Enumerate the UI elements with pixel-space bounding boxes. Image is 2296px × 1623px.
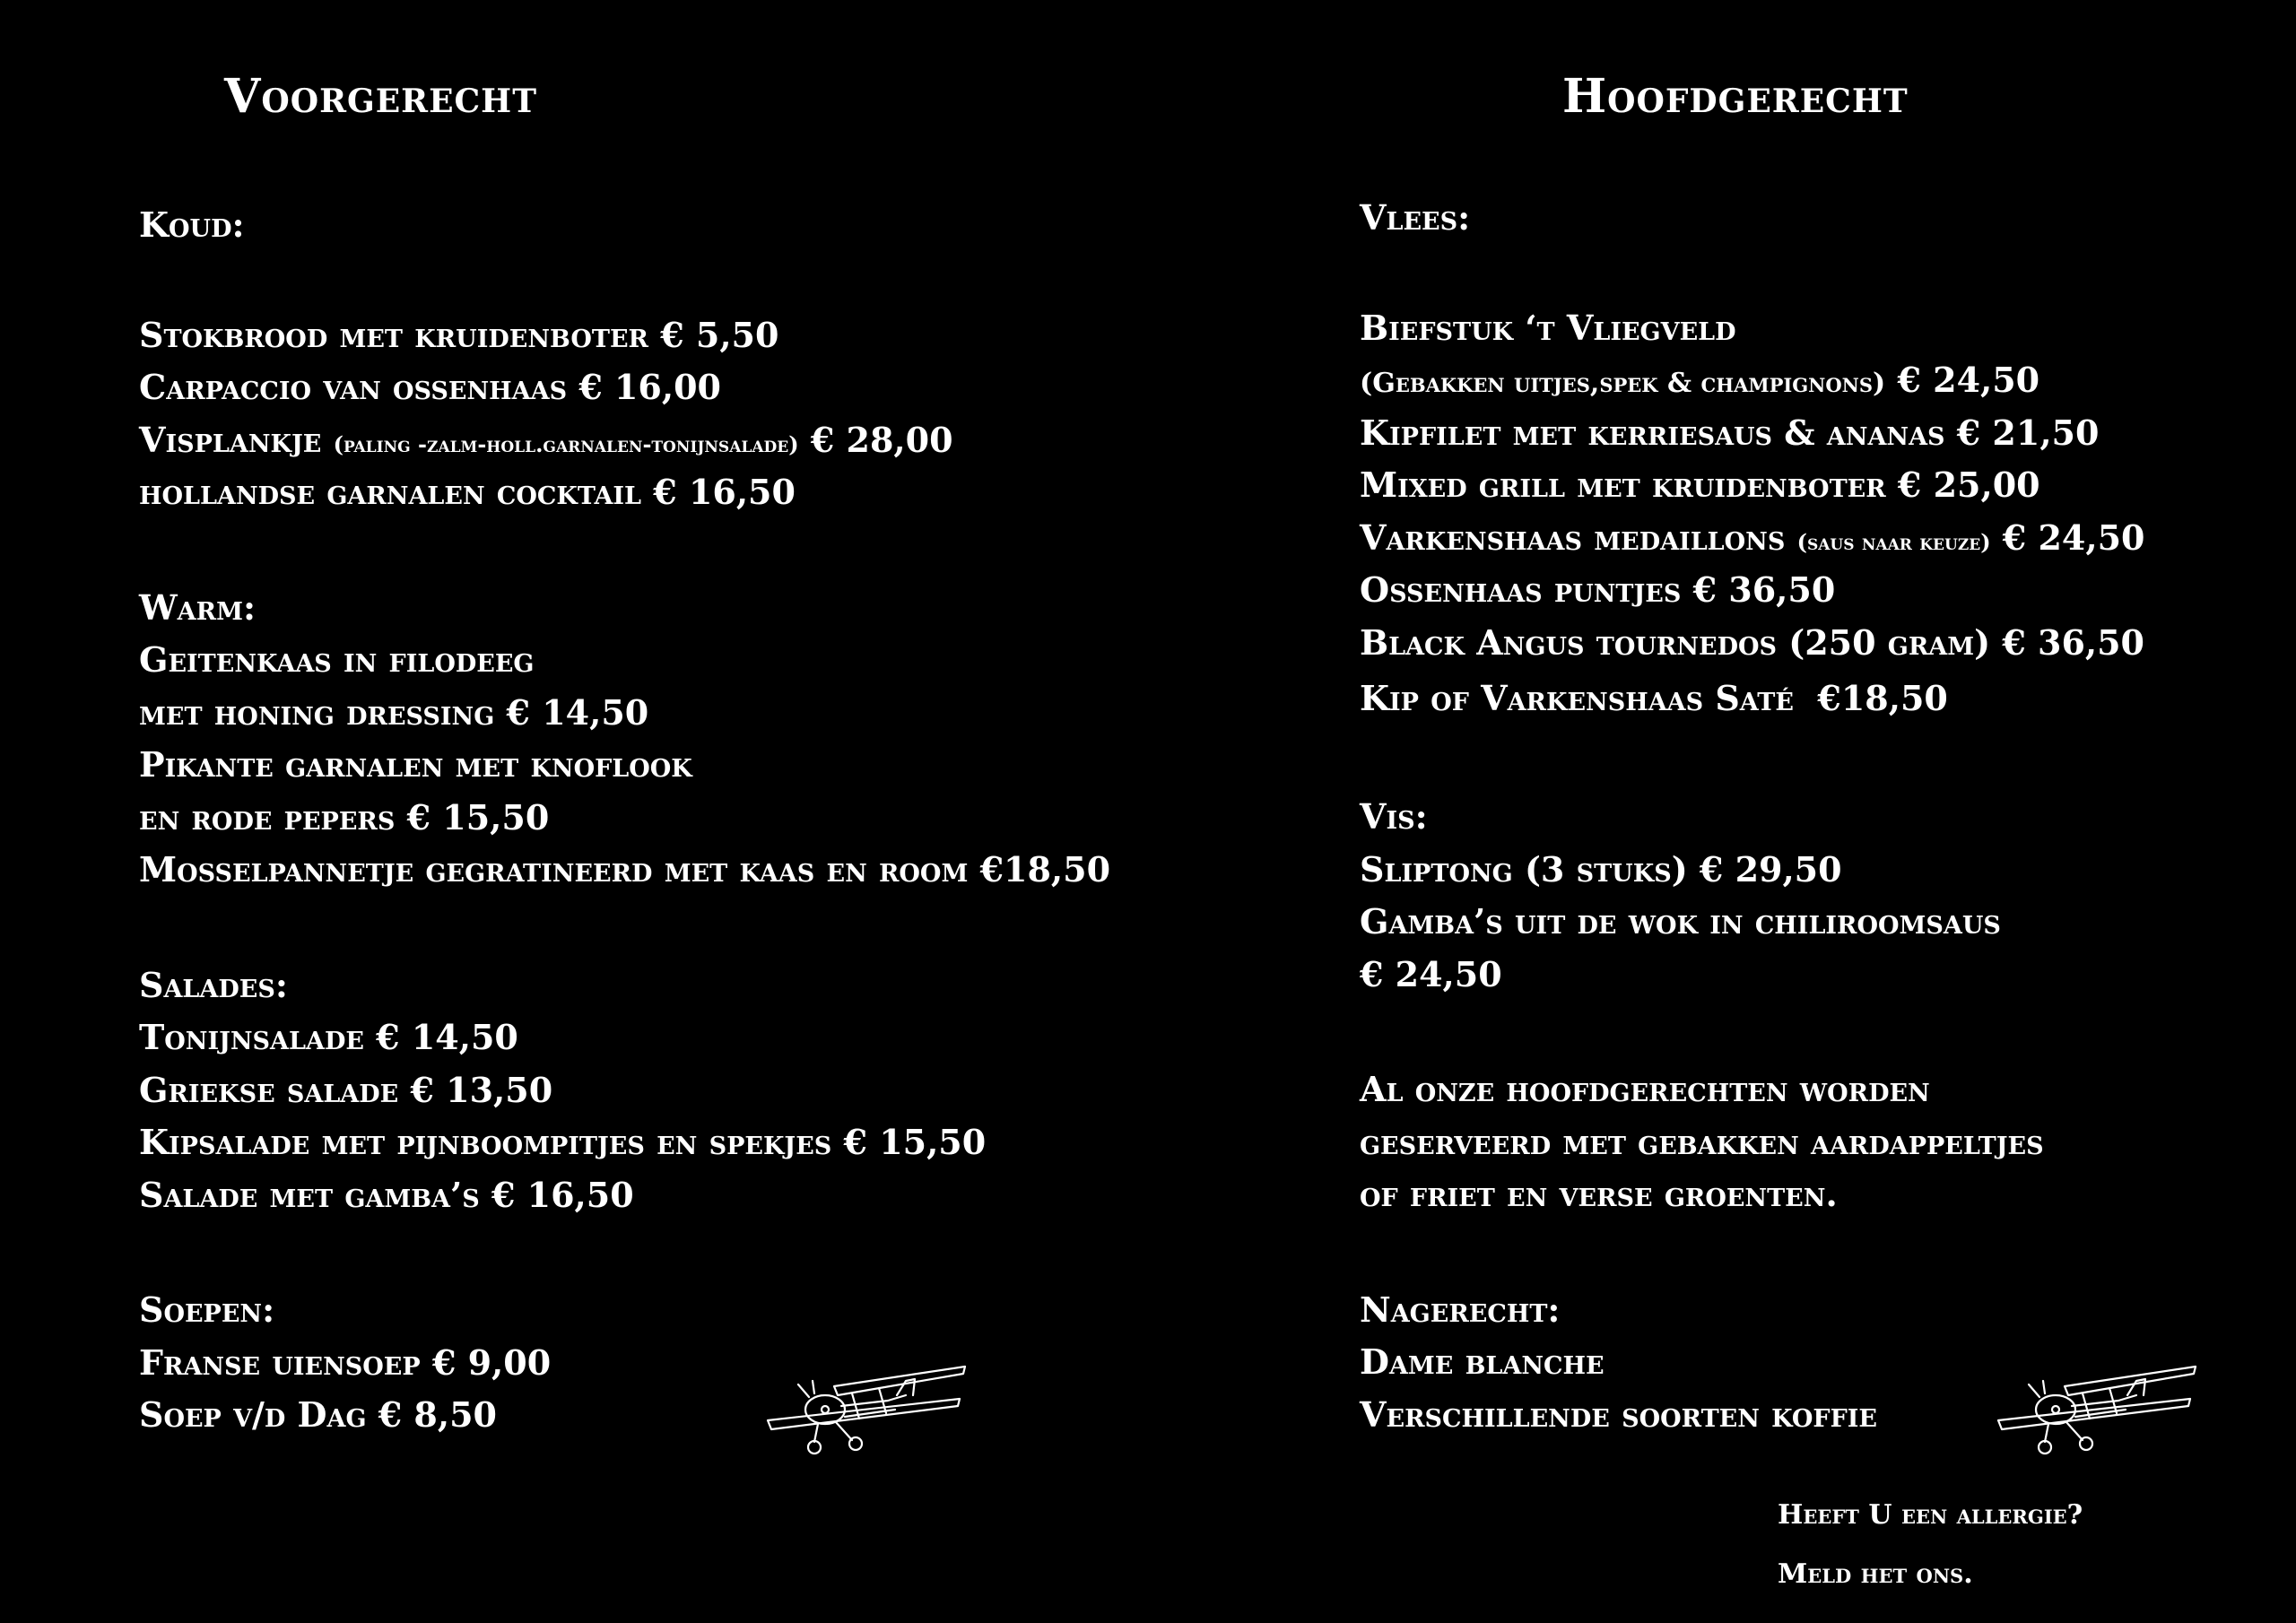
item-price: € 24,50 [1897,360,2040,400]
menu-item-line: Geitenkaas in filodeeg [139,639,535,680]
section-label-soepen: Soepen: [139,1289,275,1330]
item-price: €18,50 [979,849,1111,890]
section-label-warm: Warm: [139,586,256,628]
menu-item-line [1360,354,2144,407]
menu-item [139,466,1110,519]
item-name: Griekse salade [139,1069,399,1110]
menu-item [1360,617,2144,670]
item-name: Salade met gamba’s [139,1174,480,1215]
item-price: €18,50 [1817,678,1948,718]
menu-item [1360,459,2144,512]
menu-item [139,361,1110,414]
menu-item-line: Pikante garnalen met knoflook [139,744,692,785]
section-label-koud: Koud: [139,204,245,245]
menu-item-line [139,792,1110,845]
menu-item: Dame blanche [1360,1341,1605,1382]
menu-item [1360,512,2144,565]
item-price: € 21,50 [1956,412,2100,453]
item-price: € 16,50 [491,1174,634,1215]
item-price: € 14,50 [376,1017,518,1057]
menu-item [1360,407,2144,460]
item-price: € 13,50 [410,1069,553,1110]
menu-item [139,1064,1110,1117]
item-price: € 24,50 [2002,516,2145,558]
hoofdgerecht-column [1360,192,2144,1441]
item-price: € 8,50 [378,1394,497,1435]
remark-line: geserveerd met gebakken aardappeltjes [1360,1121,2044,1162]
item-price: € 28,00 [810,419,953,460]
item-name: Franse uiensoep [139,1341,421,1383]
item-name: Stokbrood met kruidenboter [139,314,648,355]
item-name: Ossenhaas puntjes [1360,569,1682,610]
item-name: Mosselpannetje gegratineerd met kaas en room [139,849,969,890]
item-price: € 15,50 [406,796,550,838]
item-price: € 5,50 [660,314,779,355]
section-label-vis: Vis: [1360,796,1428,837]
item-name: Visplankje [139,419,322,460]
section-label-nagerecht: Nagerecht: [1360,1289,1561,1330]
item-name: Carpaccio van ossenhaas [139,367,568,407]
allergy-notice: Meld het ons. [1778,1558,1973,1590]
menu-item [139,309,1110,362]
item-name: Varkenshaas medaillons [1360,516,1786,558]
item-name: en rode pepers [139,796,396,838]
item-price: € 16,00 [578,367,721,407]
section-label-vlees: Vlees: [1360,197,1471,238]
item-price: € 29,50 [1699,848,1842,890]
item-price: € 36,50 [2002,621,2144,663]
item-price: € 15,50 [843,1122,987,1162]
item-price: € 16,50 [653,472,796,512]
menu-item [139,414,1110,467]
item-name: Mixed grill met kruidenboter [1360,464,1886,505]
remark-line: Al onze hoofdgerechten worden [1360,1069,1930,1109]
hoofdgerecht-title: Hoofdgerecht [1562,69,1909,124]
remark-line: of friet en verse groenten. [1360,1174,1838,1214]
item-name: Black Angus tournedos (250 gram) [1360,621,1991,663]
menu-item-line: Gamba’s uit de wok in chiliroomsaus [1360,901,2001,942]
biplane-icon [762,1354,969,1462]
allergy-question: Heeft U een allergie? [1778,1499,2083,1531]
item-price: € 9,00 [431,1341,552,1383]
menu-item [1360,669,2144,728]
item-name: Soep v/d Dag [139,1394,367,1435]
item-price: € 25,00 [1897,464,2040,505]
item-name: met honing dressing [139,691,495,733]
item-price: € 14,50 [506,691,649,733]
item-note: (saus naar keuze) [1796,528,1991,555]
menu-item [139,1116,1110,1169]
menu-item [139,1011,1110,1064]
item-name: Kip of Varkenshaas Saté [1360,678,1794,718]
menu-item [1360,844,2144,897]
voorgerecht-title: Voorgerecht [224,69,537,124]
item-name: Sliptong (3 stuks) [1360,848,1688,890]
menu-item [139,1169,1110,1222]
item-note: (paling -zalm-holl.garnalen-tonijnsalade) [333,430,799,457]
item-name: Kipfilet met kerriesaus & ananas [1360,412,1945,453]
section-label-salades: Salades: [139,964,288,1005]
menu-item [139,844,1110,897]
item-name: Tonijnsalade [139,1017,364,1057]
item-price: € 36,50 [1692,569,1836,610]
item-name: Kipsalade met pijnboompitjes en spekjes [139,1122,832,1162]
menu-item-line [139,687,1110,740]
item-note: (Gebakken uitjes,spek & champignons) [1360,368,1886,399]
biplane-icon [1993,1354,2199,1462]
voorgerecht-column [139,199,1110,1442]
menu-item-line: Biefstuk ‘t Vliegveld [1360,307,1736,348]
item-price: € 24,50 [1360,953,1502,994]
menu-item: Verschillende soorten koffie [1360,1393,1877,1435]
item-name: hollandse garnalen cocktail [139,472,642,512]
menu-item [1360,564,2144,617]
